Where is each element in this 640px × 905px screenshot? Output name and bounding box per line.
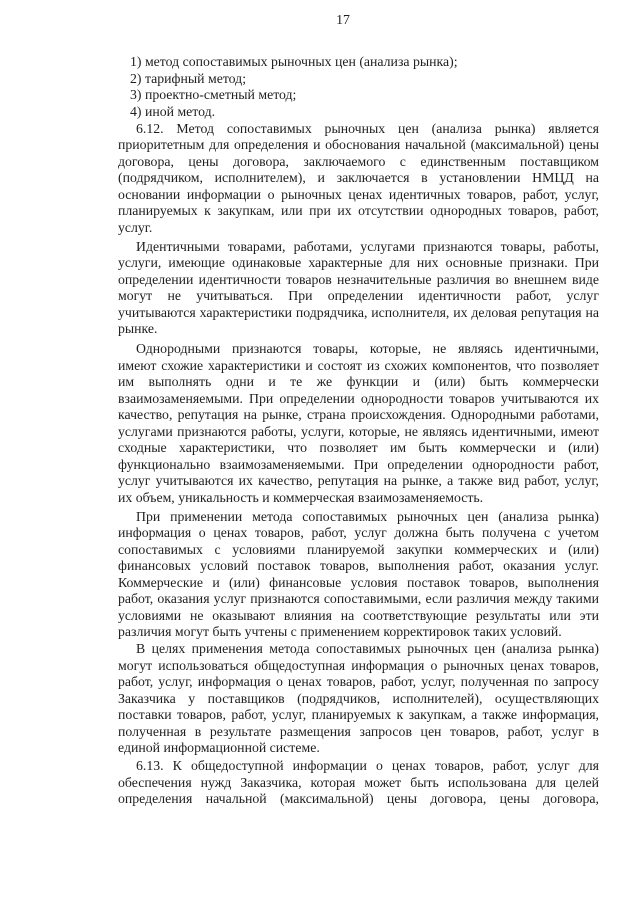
- text-line: Идентичными товарами, работами, услугами признаются товары, работы,: [136, 238, 599, 254]
- page-number: 17: [336, 12, 350, 27]
- text-line: рынке.: [118, 321, 158, 336]
- text-line: поставки товаров, работ, услуг, планируемых к закупкам, а также информация,: [118, 707, 599, 722]
- list-item: 3) проектно-сметный метод;: [130, 87, 297, 102]
- text-line: обеспечения нужд Заказчика, которая может быть использована для целей: [118, 774, 599, 790]
- paragraph-6-12: [118, 121, 599, 237]
- text-line: условиями не оказывают влияния на соответствующие результаты или эти: [118, 607, 599, 623]
- text-line: сходные характеристики, что позволяет им быть коммерчески и (или): [118, 440, 599, 455]
- paragraph-6-13: [118, 758, 599, 808]
- paragraph-comparable-conditions: [118, 509, 599, 641]
- text-line: услуг.: [118, 219, 153, 235]
- text-line: качество, репутация на рынке, страна происхождения. Однородными работами,: [118, 407, 599, 422]
- text-line: функционально взаимозаменяемыми. При определении однородности работ,: [118, 456, 599, 472]
- text-line: информация о ценах товаров, работ, услуг должна быть получена с учетом: [118, 525, 599, 540]
- list-item: 4) иной метод.: [130, 103, 216, 119]
- text-line: финансовых условий поставок товаров, выполнения работ, оказания услуг.: [118, 558, 599, 573]
- paragraph-homogeneous: [118, 341, 599, 506]
- text-line: В целях применения метода сопоставимых рыночных цен (анализа рынка): [136, 641, 599, 656]
- text-line: (подрядчиком, исполнителем), и заключается в установлении НМЦД на: [118, 170, 599, 185]
- paragraph-identical: [118, 239, 599, 338]
- text-line: 6.12. Метод сопоставимых рыночных цен (анализа рынка) является: [136, 120, 599, 136]
- text-line: При применении метода сопоставимых рыночных цен (анализа рынка): [136, 508, 599, 524]
- text-line: основании информации о рыночных ценах идентичных товаров, работ, услуг,: [118, 186, 599, 202]
- text-line: договора, цены договора, заключаемого с единственным поставщиком: [118, 153, 599, 169]
- text-line: Коммерческие и (или) финансовые условия поставок товаров, выполнения: [118, 574, 599, 590]
- text-line: Однородными признаются товары, которые, не являясь идентичными,: [136, 341, 599, 356]
- paragraph-information-sources: [118, 641, 599, 757]
- text-line: могут не учитываться. При определении идентичности работ, услуг: [118, 288, 599, 303]
- text-line: различия могут быть учтены с применением корректировок таких условий.: [118, 624, 562, 639]
- text-line: учитываются характеристики подрядчика, исполнителя, их деловая репутация на: [118, 304, 599, 320]
- text-line: определения начальной (максимальной) цены договора, цены договора,: [118, 791, 599, 806]
- text-line: 6.13. К общедоступной информации о ценах товаров, работ, услуг для: [136, 758, 599, 773]
- document-body: [118, 54, 599, 808]
- text-line: взаимозаменяемыми. При определении однородности товаров учитываются их: [118, 390, 599, 406]
- text-line: полученная в результате размещения запросов цен товаров, работ, услуг в: [118, 723, 599, 739]
- text-line: работ, оказания услуг признаются сопоставимыми, если различия между такими: [118, 591, 599, 606]
- text-line: услуг учитываются их качество, репутация на рынке, а также вид работ, услуг,: [118, 473, 599, 488]
- list-item: 2) тарифный метод;: [130, 70, 247, 86]
- text-line: их объем, уникальность и коммерческая взаимозаменяемость.: [118, 489, 484, 505]
- text-line: определении идентичности товаров незначительные различия во внешнем виде: [118, 271, 599, 287]
- text-line: услугами признаются работы, услуги, которые, не являясь идентичными, имеют: [118, 423, 599, 439]
- text-line: услуги, имеющие одинаковые характерные для них основные признаки. При: [118, 255, 599, 270]
- text-line: Заказчика у поставщиков (подрядчиков, исполнителей), осуществляющих: [118, 690, 599, 706]
- text-line: планируемых к закупкам, или при их отсутствии однородных товаров, работ,: [118, 203, 599, 218]
- method-list: [118, 54, 599, 120]
- text-line: единой информационной системе.: [118, 740, 320, 755]
- text-line: сопоставимых с условиями планируемой закупки коммерческих и (или): [118, 541, 599, 557]
- text-line: работ, услуг, информация о ценах товаров, работ, услуг, полученная по запросу: [118, 674, 599, 689]
- list-item: 1) метод сопоставимых рыночных цен (анализа рынка);: [130, 54, 458, 69]
- text-line: могут использоваться общедоступная информация о рыночных ценах товаров,: [118, 657, 599, 673]
- text-line: приоритетным для определения и обоснования начальной (максимальной) цены: [118, 137, 599, 152]
- text-line: имеют схожие характеристики и состоят из схожих компонентов, что позволяет: [118, 357, 599, 373]
- text-line: им выполнять одни и те же функции и (или) быть коммерчески: [118, 374, 599, 389]
